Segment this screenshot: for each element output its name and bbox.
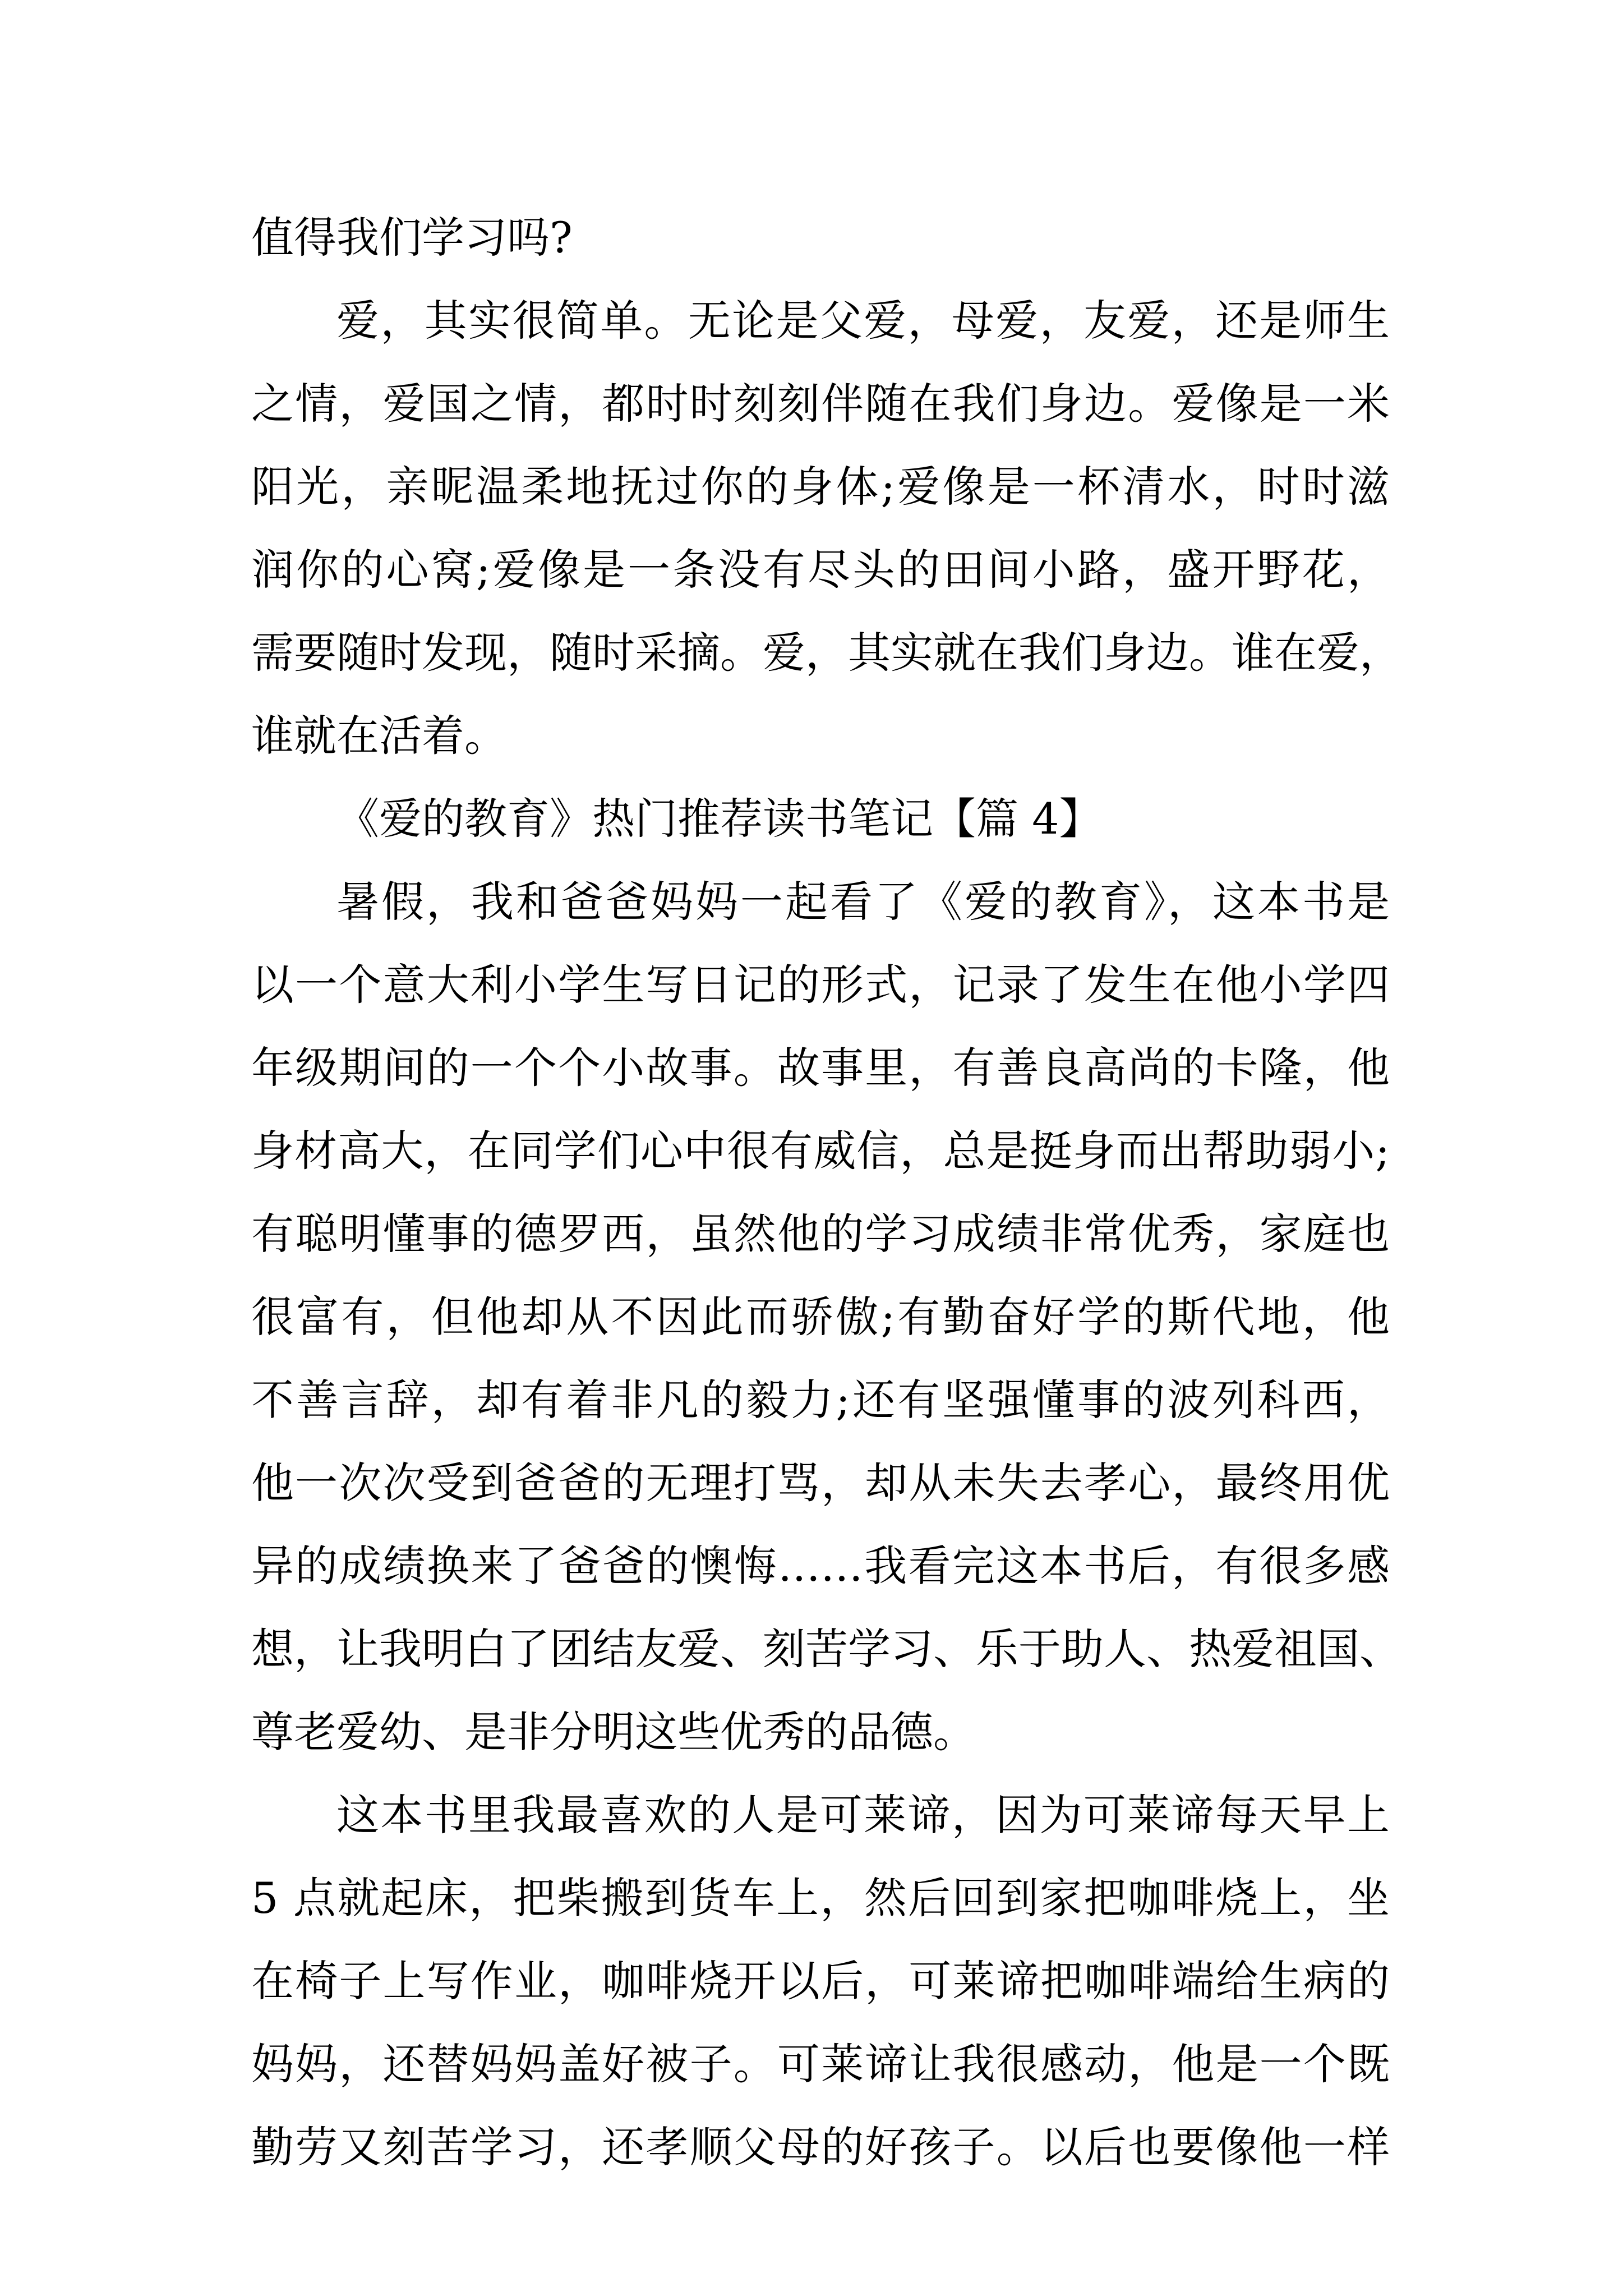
text-line: 谁就在活着。 [251,711,507,761]
text-line: 需要随时发现，随时采摘。爱，其实就在我们身边。谁在爱， [251,628,1402,678]
text-line: 异的成绩换来了爸爸的懊悔……我看完这本书后，有很多感 [251,1541,1390,1591]
paragraph-first-line: 爱，其实很简单。无论是父爱，母爱，友爱，还是师生 [336,296,1390,346]
text-line: 润你的心窝;爱像是一条没有尽头的田间小路，盛开野花， [251,545,1390,595]
text-line: 不善言辞，却有着非凡的毅力;还有坚强懂事的波列科西， [251,1375,1390,1425]
text-line: 阳光，亲昵温柔地抚过你的身体;爱像是一杯清水，时时滋 [251,462,1390,512]
text-line: 以一个意大利小学生写日记的形式，记录了发生在他小学四 [251,960,1390,1010]
text-line: 尊老爱幼、是非分明这些优秀的品德。 [251,1707,976,1757]
text-line: 5 点就起床，把柴搬到货车上，然后回到家把咖啡烧上，坐 [251,1873,1390,1923]
text-line: 值得我们学习吗? [251,213,573,263]
text-line: 在椅子上写作业，咖啡烧开以后，可莱谛把咖啡端给生病的 [251,1956,1390,2006]
text-line: 勤劳又刻苦学习，还孝顺父母的好孩子。以后也要像他一样 [251,2122,1390,2172]
paragraph-first-line: 暑假，我和爸爸妈妈一起看了《爱的教育》，这本书是 [336,877,1390,927]
text-line: 妈妈，还替妈妈盖好被子。可莱谛让我很感动，他是一个既 [251,2039,1390,2089]
text-line: 年级期间的一个个小故事。故事里，有善良高尚的卡隆，他 [251,1043,1390,1093]
text-line: 他一次次受到爸爸的无理打骂，却从未失去孝心，最终用优 [251,1458,1390,1508]
paragraph-first-line: 这本书里我最喜欢的人是可莱谛，因为可莱谛每天早上 [336,1790,1390,1840]
text-line: 很富有，但他却从不因此而骄傲;有勤奋好学的斯代地，他 [251,1292,1390,1342]
text-line: 有聪明懂事的德罗西，虽然他的学习成绩非常优秀，家庭也 [251,1209,1390,1259]
text-line: 之情，爱国之情，都时时刻刻伴随在我们身边。爱像是一米 [251,379,1390,429]
section-heading: 《爱的教育》热门推荐读书笔记【篇 4】 [336,794,1102,844]
text-line: 身材高大，在同学们心中很有威信，总是挺身而出帮助弱小; [251,1126,1390,1176]
text-line: 想，让我明白了团结友爱、刻苦学习、乐于助人、热爱祖国、 [251,1624,1402,1674]
